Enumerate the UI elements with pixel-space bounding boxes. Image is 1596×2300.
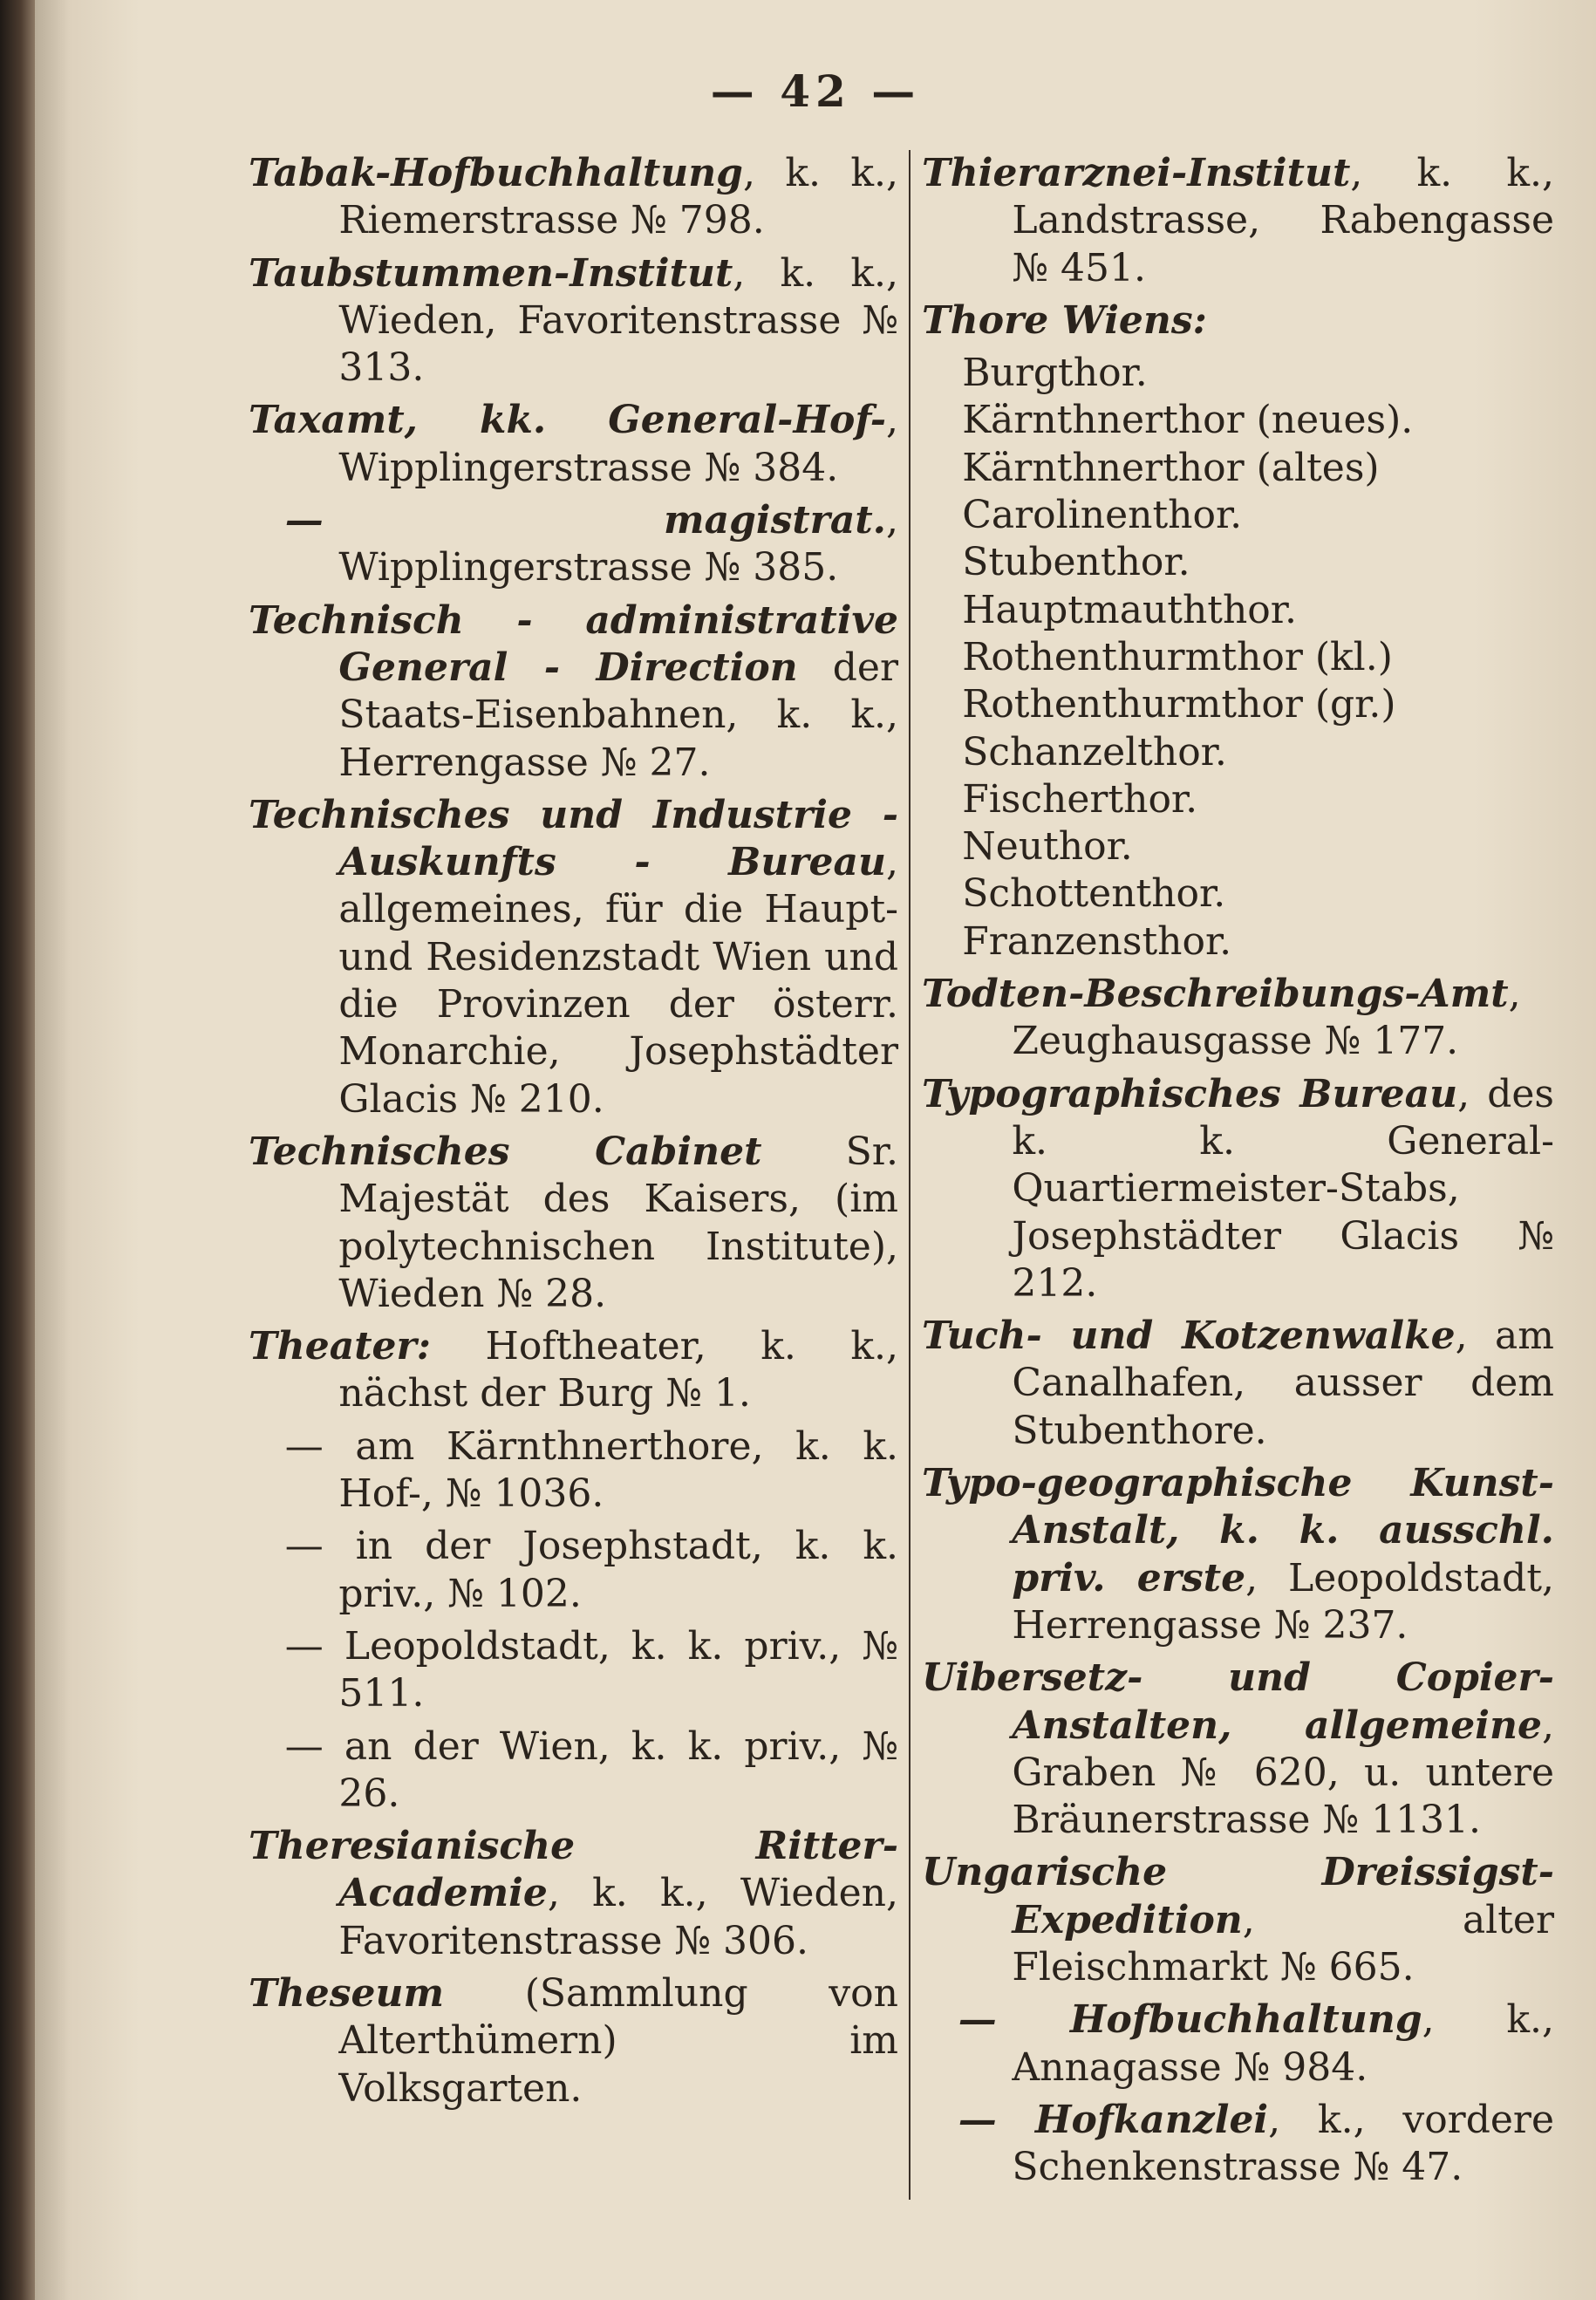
entry-heading: Todten-Beschreibungs-Amt	[922, 972, 1509, 1017]
gates-list	[922, 350, 1554, 966]
entry-theresianische-academie	[249, 1823, 898, 1965]
gate-item: Kärnthnerthor (neues).	[962, 398, 1414, 443]
entry-heading: Taxamt, kk. General-Hof-	[249, 398, 886, 443]
gate-item: Schanzelthor.	[962, 729, 1227, 775]
entry-text: , Leopoldstadt, Herrengasse № 237.	[1012, 1555, 1554, 1648]
page-number: — 42 —	[710, 65, 921, 117]
entry-todten-beschreibungs-amt	[922, 971, 1554, 1066]
entry-heading: Tabak-Hofbuchhaltung	[249, 151, 743, 195]
entry-text: , Wipplingerstrasse № 385.	[338, 498, 898, 590]
entry-heading: Tuch- und Kotzenwalke	[922, 1314, 1456, 1359]
right-column	[922, 150, 1554, 2196]
entry-typo-geographische	[922, 1460, 1554, 1649]
entry-heading: — Hofkanzlei	[958, 2097, 1269, 2142]
entry-heading: Typographisches Bureau	[922, 1071, 1458, 1116]
gates-heading: Thore Wiens:	[922, 297, 1207, 343]
entry-text: , k., Annagasse № 984.	[1012, 1997, 1554, 2090]
entry-taxamt	[249, 397, 898, 492]
subentry-theater-leopoldstadt: — Leopoldstadt, k. k. priv., № 511.	[284, 1623, 898, 1716]
entry-text: Hoftheater, k. k., nächst der Burg № 1.	[338, 1324, 898, 1416]
entry-text: , des k. k. General-Quartiermeister-Stabs, Josephstädter Glacis № 212.	[1012, 1071, 1554, 1306]
entry-uibersetz-anstalten	[922, 1655, 1554, 1844]
entry-text: Sr. Majestät des Kaisers, (im polytechnischen Institute), Wieden № 28.	[338, 1129, 898, 1316]
entry-heading: Technisches Cabinet	[249, 1129, 762, 1174]
entry-theater	[249, 1323, 898, 1418]
subentry-theater-an-der-wien: — an der Wien, k. k. priv., № 26.	[284, 1723, 898, 1816]
left-column	[249, 150, 898, 2118]
entry-theseum	[249, 1970, 898, 2112]
gate-item: Kärnthnerthor (altes)	[962, 445, 1380, 490]
entry-text: , k. k., Landstrasse, Rabengasse № 451.	[1012, 151, 1554, 290]
entry-heading: — Hofbuchhaltung	[958, 1997, 1422, 2043]
gate-item: Hauptmauththor.	[962, 587, 1297, 632]
entry-technisches-cabinet	[249, 1129, 898, 1318]
entry-heading: — magistrat.	[284, 498, 886, 543]
entry-taubstummen-institut	[249, 250, 898, 392]
gate-item: Fischerthor.	[962, 776, 1198, 822]
entry-heading: Uibersetz- und Copier-Anstalten, allgemeine	[922, 1655, 1554, 1748]
entry-text: , Zeughausgasse № 177.	[1012, 972, 1521, 1064]
entry-heading: Typo-geographische Kunst-Anstalt, k. k. ausschl. priv. erste	[922, 1461, 1554, 1600]
entry-text: der Staats-Eisenbahnen, k. k., Herrengasse № 27.	[338, 645, 898, 785]
gate-item: Schottenthor.	[962, 871, 1226, 917]
book-page	[35, 0, 1596, 2300]
entry-heading: Theseum	[249, 1970, 445, 2016]
subentry-hofbuchhaltung	[922, 1996, 1554, 2092]
gate-item: Carolinenthor.	[962, 493, 1243, 538]
gate-item: Rothenthurmthor (gr.)	[962, 682, 1396, 727]
entry-heading: Ungarische Dreissigst-Expedition	[922, 1850, 1554, 1942]
entry-technisch-administrative	[249, 597, 898, 787]
entry-typographisches-bureau	[922, 1071, 1554, 1307]
entry-thierarznei-institut	[922, 150, 1554, 292]
gate-item: Neuthor.	[962, 824, 1133, 870]
entry-text: , Wipplingerstrasse № 384.	[338, 398, 898, 490]
entry-text: (Sammlung von Alterthümern) im Volksgarten.	[338, 1970, 898, 2111]
subentry-magistrat	[249, 497, 898, 592]
entry-text: , Graben № 620, u. untere Bräunerstrasse № 1131.	[1012, 1703, 1554, 1843]
entry-text: , alter Fleischmarkt № 665.	[1012, 1897, 1554, 1989]
entry-tabak-hofbuchhaltung	[249, 150, 898, 245]
entry-text: , am Canalhafen, ausser dem Stubenthore.	[1012, 1314, 1554, 1453]
entry-heading: Theater:	[249, 1324, 431, 1369]
gate-item: Burgthor.	[962, 351, 1148, 396]
column-divider	[909, 150, 911, 2200]
entry-heading: Technisches und Industrie - Auskunfts - Bureau	[249, 792, 898, 885]
entry-text: , k. k., Wieden, Favoritenstrasse № 313.	[338, 250, 898, 391]
gate-item: Rothenthurmthor (kl.)	[962, 634, 1393, 679]
entry-heading: Theresianische Ritter-Academie	[249, 1824, 898, 1916]
entry-tuch-walke	[922, 1313, 1554, 1455]
entry-text: , k., vordere Schenkenstrasse № 47.	[1012, 2097, 1554, 2190]
book-spine-shadow	[0, 0, 35, 2300]
subentry-theater-josephstadt: — in der Josephstadt, k. k. priv., № 102.	[284, 1524, 898, 1616]
entry-heading: Taubstummen-Institut	[249, 250, 733, 296]
entry-ungarische-expedition	[922, 1849, 1554, 1991]
entry-technisches-bureau	[249, 792, 898, 1123]
entry-heading: Thierarznei-Institut	[922, 151, 1351, 195]
subentry-theater-kaernthnerthor: — am Kärnthnerthore, k. k. Hof-, № 1036.	[284, 1423, 898, 1517]
entry-heading: Technisch - administrative General - Direction	[249, 597, 898, 690]
subentry-hofkanzlei	[922, 2097, 1554, 2192]
entry-text: , k. k., Wieden, Favoritenstrasse № 306.	[338, 1871, 898, 1963]
gate-item: Stubenthor.	[962, 540, 1190, 585]
gate-item: Franzensthor.	[962, 918, 1232, 964]
entry-text: , k. k., Riemerstrasse № 798.	[338, 151, 898, 243]
entry-text: , allgemeines, für die Haupt- und Residenzstadt Wien und die Provinzen der österr. Monarchie, Josephstädter Glacis № 210.	[338, 840, 898, 1122]
